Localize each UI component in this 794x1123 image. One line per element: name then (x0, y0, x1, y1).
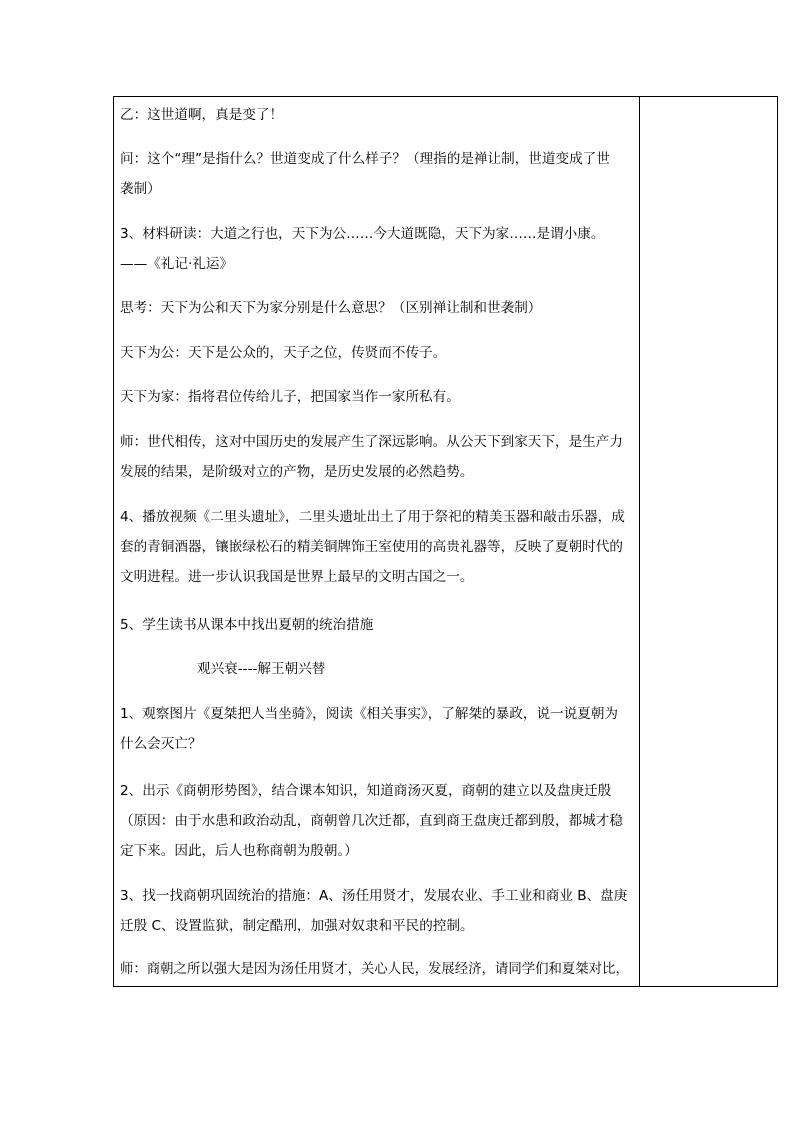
text-line: 文明进程。进一步认识我国是世界上最早的文明古国之一。 (120, 569, 474, 585)
lesson-content-cell (120, 97, 636, 986)
text-line: 套的青铜酒器，镶嵌绿松石的精美铜牌饰王室使用的高贵礼器等，反映了夏朝时代的 (120, 539, 623, 555)
text-line: 师：世代相传，这对中国历史的发展产生了深远影响。从公天下到家天下，是生产力 (120, 434, 623, 450)
text-line: 1、观察图片《夏桀把人当坐骑》，阅读《相关事实》，了解桀的暴政，说一说夏朝为 (120, 706, 619, 722)
text-line: 2、出示《商朝形势图》，结合课本知识，知道商汤灭夏，商朝的建立以及盘庚迁殷 (120, 783, 612, 799)
text-line: 什么会灭亡？ (120, 736, 202, 752)
text-line: 袭制） (120, 181, 161, 197)
text-line: 定下来。因此，后人也称商朝为殷朝。） (120, 843, 358, 859)
text-line: 4、播放视频《二里头遗址》，二里头遗址出土了用于祭祀的精美玉器和敲击乐器，成 (120, 509, 625, 525)
text-line: 乙：这世道啊，真是变了！ (120, 107, 284, 123)
lesson-table (113, 96, 778, 987)
text-line: 问：这个“理”是指什么？世道变成了什么样子？（理指的是禅让制，世道变成了世 (120, 151, 610, 167)
text-line: 3、找一找商朝巩固统治的措施：A、汤任用贤才，发展农业、手工业和商业 B、盘庚 (120, 888, 628, 904)
text-line: 5、学生读书从课本中找出夏朝的统治措施 (120, 617, 374, 633)
text-line: 发展的结果，是阶级对立的产物，是历史发展的必然趋势。 (120, 464, 474, 480)
text-line: 迁殷 C、设置监狱，制定酷刑，加强对奴隶和平民的控制。 (120, 918, 474, 934)
text-line: 师：商朝之所以强大是因为汤任用贤才，关心人民，发展经济，请同学们和夏桀对比， (120, 962, 629, 977)
text-line: ——《礼记·礼运》 (120, 256, 234, 272)
text-line: （原因：由于水患和政治动乱，商朝曾几次迁都，直到商王盘庚迁都到殷，都城才稳 (120, 813, 623, 829)
notes-column-cell (640, 97, 777, 986)
section-heading: 观兴衰----解王朝兴替 (197, 661, 326, 677)
text-line: 3、材料研读：大道之行也，天下为公……今大道既隐，天下为家……是谓小康。 (120, 226, 605, 242)
text-line: 天下为家：指将君位传给儿子，把国家当作一家所私有。 (120, 389, 460, 405)
text-line: 思考：天下为公和天下为家分别是什么意思？（区别禅让制和世袭制） (120, 300, 542, 316)
text-line: 天下为公：天下是公众的，天子之位，传贤而不传子。 (120, 345, 447, 361)
